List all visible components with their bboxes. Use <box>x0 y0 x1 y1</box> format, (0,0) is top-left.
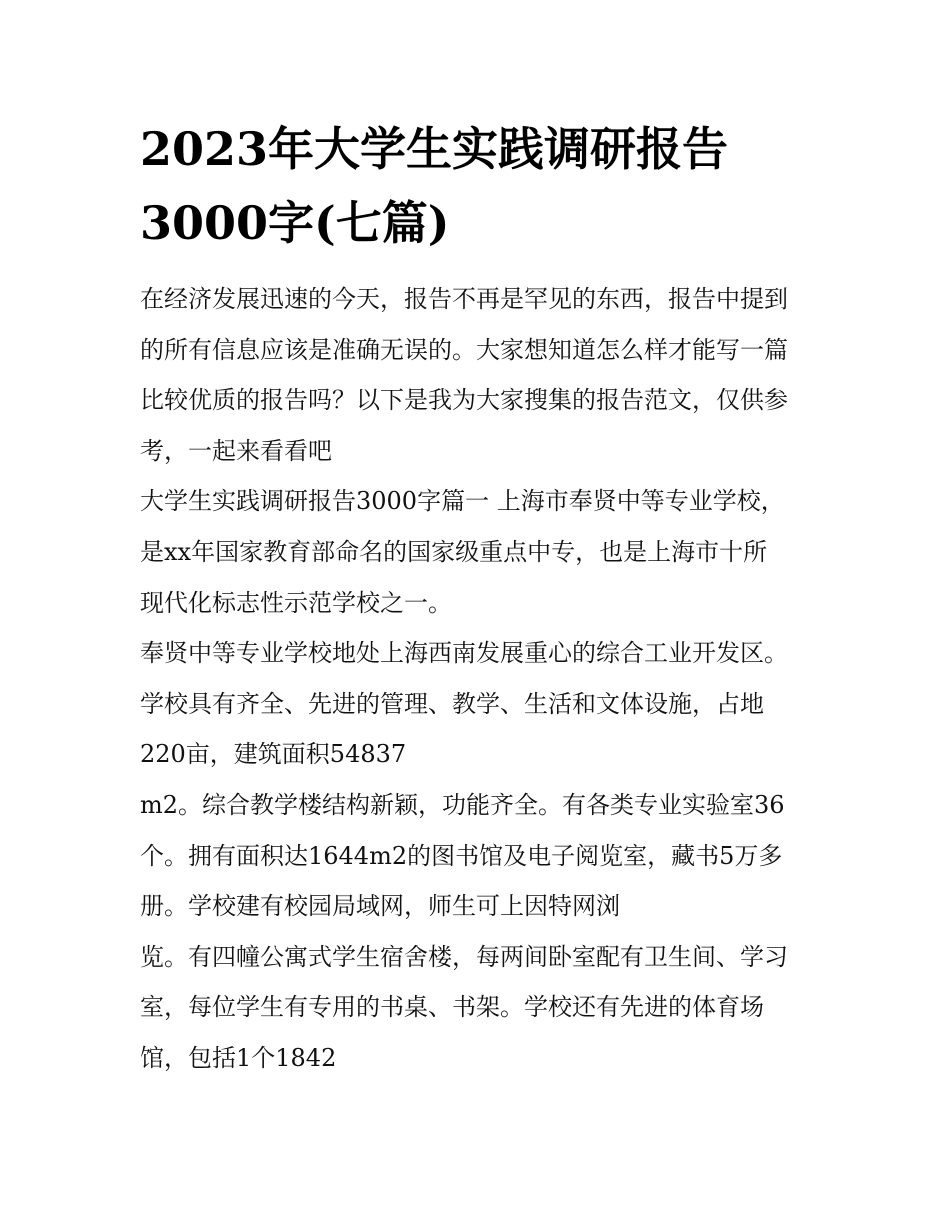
text-line: m2。综合教学楼结构新颖，功能齐全。有各类专业实验室36 <box>140 790 785 819</box>
text-line: 大学生实践调研报告3000字篇一 上海市奉贤中等专业学校， <box>140 487 785 516</box>
title-line: 2023年大学生实践调研报告 <box>140 122 729 176</box>
document-title <box>140 112 820 260</box>
text-line: 比较优质的报告吗？以下是我为大家搜集的报告范文，仅供参 <box>140 386 788 415</box>
text-line: 馆，包括1个1842 <box>140 1043 337 1072</box>
body-paragraph <box>140 476 820 628</box>
text-line: 现代化标志性示范学校之一。 <box>140 588 452 617</box>
text-line: 在经济发展迅速的今天，报告不再是罕见的东西，报告中提到 <box>140 285 788 313</box>
text-line: 考，一起来看看吧 <box>140 436 332 465</box>
intro-paragraph <box>140 274 820 476</box>
body-paragraph <box>140 628 820 780</box>
text-line: 学校具有齐全、先进的管理、教学、生活和文体设施，占地 <box>140 689 764 718</box>
text-line: 览。有四幢公寓式学生宿舍楼，每两间卧室配有卫生间、学习 <box>140 942 788 971</box>
body-paragraph <box>140 780 820 932</box>
text-line: 奉贤中等专业学校地处上海西南发展重心的综合工业开发区。 <box>140 639 788 668</box>
text-line: 个。拥有面积达1644m2的图书馆及电子阅览室，藏书5万多 <box>140 841 783 870</box>
text-line: 室，每位学生有专用的书桌、书架。学校还有先进的体育场 <box>140 993 764 1022</box>
title-line: 3000字(七篇) <box>140 196 450 250</box>
text-line: 220亩，建筑面积54837 <box>140 740 407 769</box>
text-line: 是xx年国家教育部命名的国家级重点中专，也是上海市十所 <box>140 537 768 566</box>
document-content <box>140 112 820 1084</box>
body-paragraph <box>140 932 820 1084</box>
text-line: 的所有信息应该是准确无误的。大家想知道怎么样才能写一篇 <box>140 335 788 364</box>
text-line: 册。学校建有校园局域网，师生可上因特网浏 <box>140 892 620 921</box>
